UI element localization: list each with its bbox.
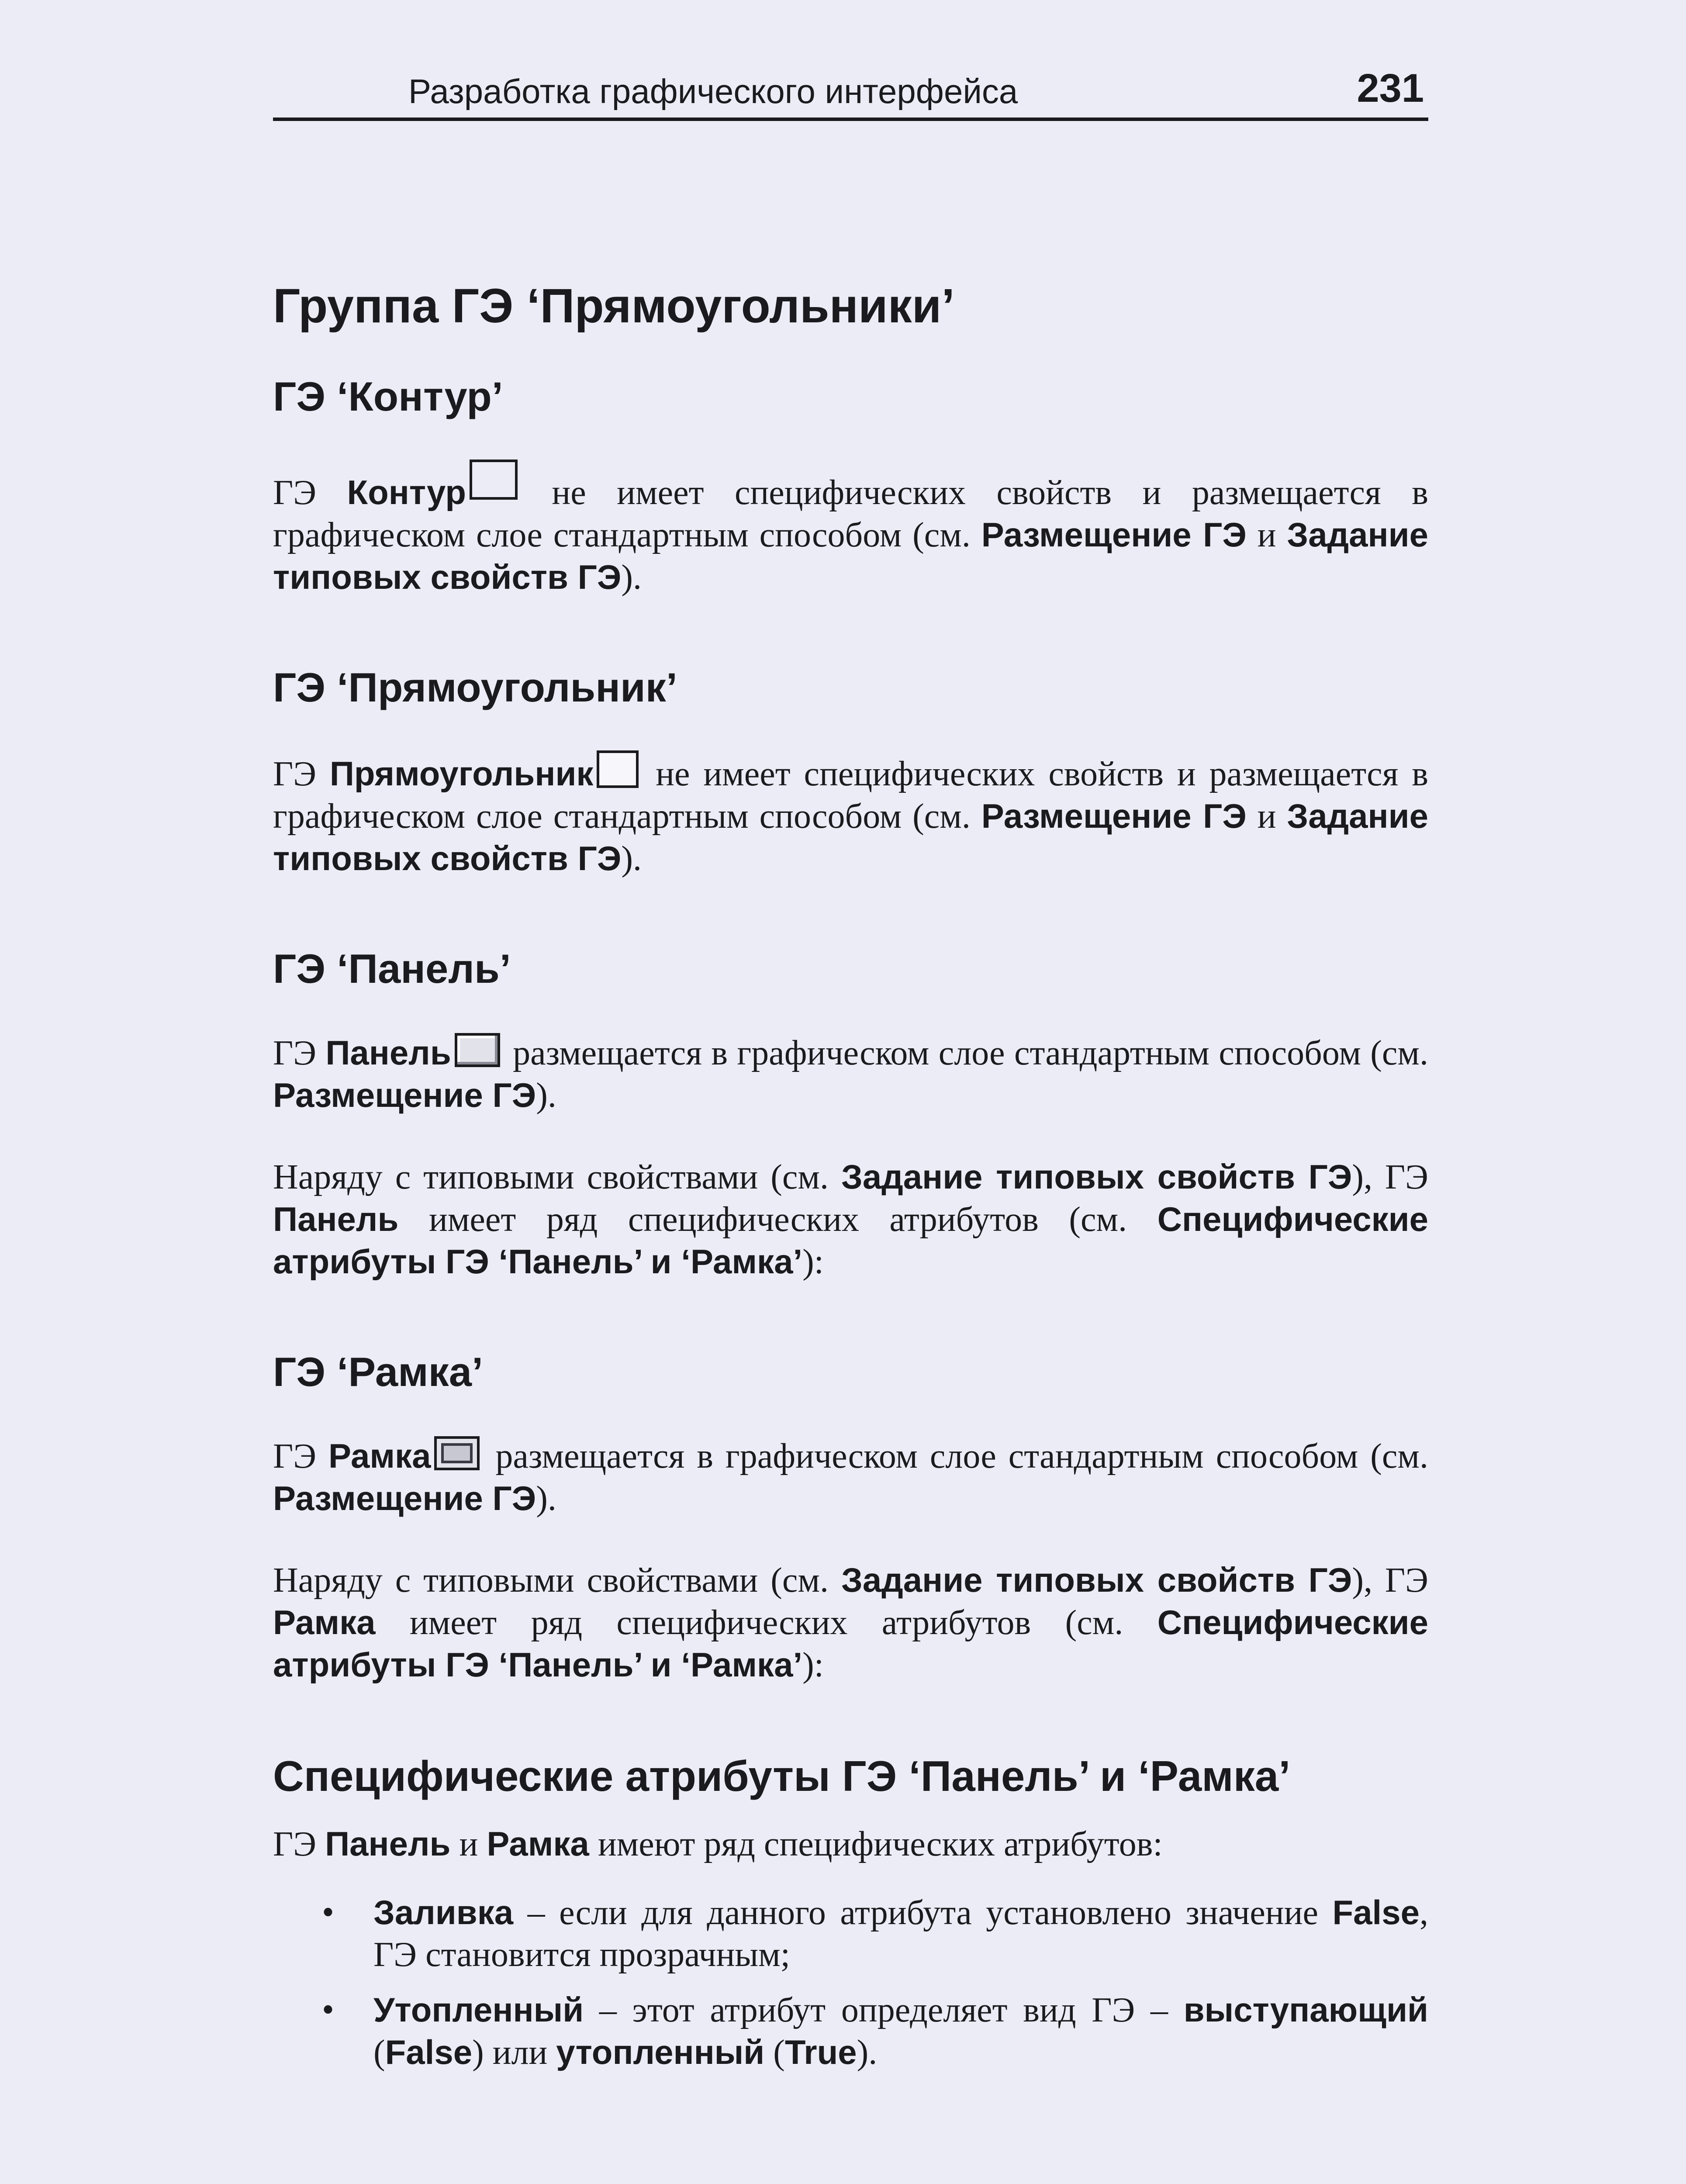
text-run: – этот атрибут определяет вид ГЭ –: [584, 1991, 1184, 2029]
text-run: имеет ряд специфических атрибутов (см.: [375, 1603, 1157, 1642]
term-frame: Рамка: [273, 1603, 376, 1641]
text-run: Наряду с типовыми свойствами (см.: [273, 1158, 841, 1196]
text-run: ).: [536, 1479, 556, 1518]
list-item-fill: [273, 1891, 1428, 1976]
frame-icon: [434, 1436, 480, 1470]
panel-icon: [455, 1033, 500, 1067]
book-page: [273, 66, 1428, 2073]
term-frame: Рамка: [328, 1437, 431, 1475]
value-false: False: [385, 2033, 473, 2071]
text-run: – если для данного атрибута установлено значение: [513, 1894, 1333, 1932]
term-panel: Панель: [325, 1033, 451, 1072]
frame-attributes-paragraph: [273, 1559, 1428, 1686]
value-false: False: [1332, 1893, 1420, 1932]
rectangle-icon: [597, 750, 639, 788]
panel-heading: ГЭ ‘Панель’: [273, 946, 511, 992]
specific-attributes-heading: Специфические атрибуты ГЭ ‘Панель’ и ‘Рамка’: [273, 1752, 1291, 1800]
ref-placement: Размещение ГЭ: [273, 1076, 536, 1114]
text-run: ).: [621, 558, 642, 597]
running-head: [273, 66, 1428, 121]
text-run: , ГЭ становится прозрачным;: [373, 1894, 1428, 1974]
rectangle-paragraph: [273, 750, 1428, 880]
panel-attributes-paragraph: [273, 1156, 1428, 1283]
value-raised: выступающий: [1183, 1990, 1428, 2029]
list-item-sunken: [273, 1989, 1428, 2073]
text-run: ГЭ: [273, 1034, 326, 1072]
ref-placement: Размещение ГЭ: [981, 797, 1247, 835]
text-run: ГЭ: [273, 755, 330, 793]
term-rectangle: Прямоугольник: [329, 754, 594, 793]
term-panel: Панель: [325, 1825, 451, 1863]
frame-heading: ГЭ ‘Рамка’: [273, 1349, 484, 1395]
term-panel: Панель: [273, 1200, 399, 1238]
value-sunken: утопленный: [556, 2033, 765, 2071]
term-sunken: Утопленный: [373, 1990, 584, 2029]
text-run: ):: [802, 1243, 824, 1281]
text-run: ).: [857, 2033, 878, 2072]
text-run: имеют ряд специфических атрибутов:: [589, 1825, 1163, 1863]
text-run: ):: [802, 1646, 824, 1684]
ref-placement: Размещение ГЭ: [273, 1479, 536, 1517]
contour-heading: ГЭ ‘Контур’: [273, 373, 503, 419]
text-run: Наряду с типовыми свойствами (см.: [273, 1561, 841, 1600]
text-run: ).: [536, 1076, 556, 1115]
text-run: (: [373, 2033, 385, 2072]
term-frame: Рамка: [487, 1825, 589, 1863]
ref-typical-properties: Задание типовых свойств ГЭ: [273, 515, 1428, 596]
text-run: (: [764, 2033, 785, 2072]
ref-placement: Размещение ГЭ: [981, 515, 1247, 554]
text-run: ), ГЭ: [1352, 1158, 1428, 1196]
frame-paragraph: [273, 1435, 1428, 1520]
text-run: ).: [621, 840, 642, 878]
contour-paragraph: [273, 460, 1428, 598]
text-run: имеет ряд специфических атрибутов (см.: [398, 1200, 1157, 1239]
rectangle-heading: ГЭ ‘Прямоугольник’: [273, 664, 677, 710]
text-run: и: [1246, 797, 1287, 836]
group-title: Группа ГЭ ‘Прямоугольники’: [273, 279, 955, 333]
text-run: не имеет специфических свойств и размещается в графическом слое стандартным способом (см.: [273, 473, 1428, 554]
attribute-list: [273, 1891, 1428, 2073]
text-run: ГЭ: [273, 1437, 328, 1476]
text-run: ), ГЭ: [1352, 1561, 1428, 1600]
panel-paragraph: [273, 1032, 1428, 1116]
text-run: размещается в графическом слое стандартным способом (см.: [483, 1437, 1428, 1476]
specific-intro: [273, 1823, 1428, 1865]
text-run: ) или: [472, 2033, 556, 2072]
term-fill: Заливка: [373, 1893, 514, 1932]
contour-icon: [470, 460, 518, 500]
text-run: и: [1246, 516, 1287, 554]
ref-specific-attributes: Специфические атрибуты ГЭ ‘Панель’ и ‘Рамка’: [273, 1603, 1428, 1684]
text-run: ГЭ: [273, 473, 347, 512]
term-contour: Контур: [347, 473, 466, 511]
ref-typical-properties: Задание типовых свойств ГЭ: [841, 1561, 1352, 1599]
value-true: True: [784, 2033, 857, 2071]
ref-typical-properties: Задание типовых свойств ГЭ: [841, 1158, 1352, 1196]
text-run: не имеет специфических свойств и размещается в графическом слое стандартным способом (см.: [273, 755, 1428, 836]
text-run: ГЭ: [273, 1825, 325, 1863]
page-number: 231: [1357, 66, 1424, 111]
text-run: и: [450, 1825, 487, 1863]
ref-specific-attributes: Специфические атрибуты ГЭ ‘Панель’ и ‘Рамка’: [273, 1200, 1428, 1281]
text-run: размещается в графическом слое стандартным способом (см.: [503, 1034, 1428, 1072]
running-head-title: Разработка графического интерфейса: [408, 72, 1018, 111]
ref-typical-properties: Задание типовых свойств ГЭ: [273, 797, 1428, 878]
